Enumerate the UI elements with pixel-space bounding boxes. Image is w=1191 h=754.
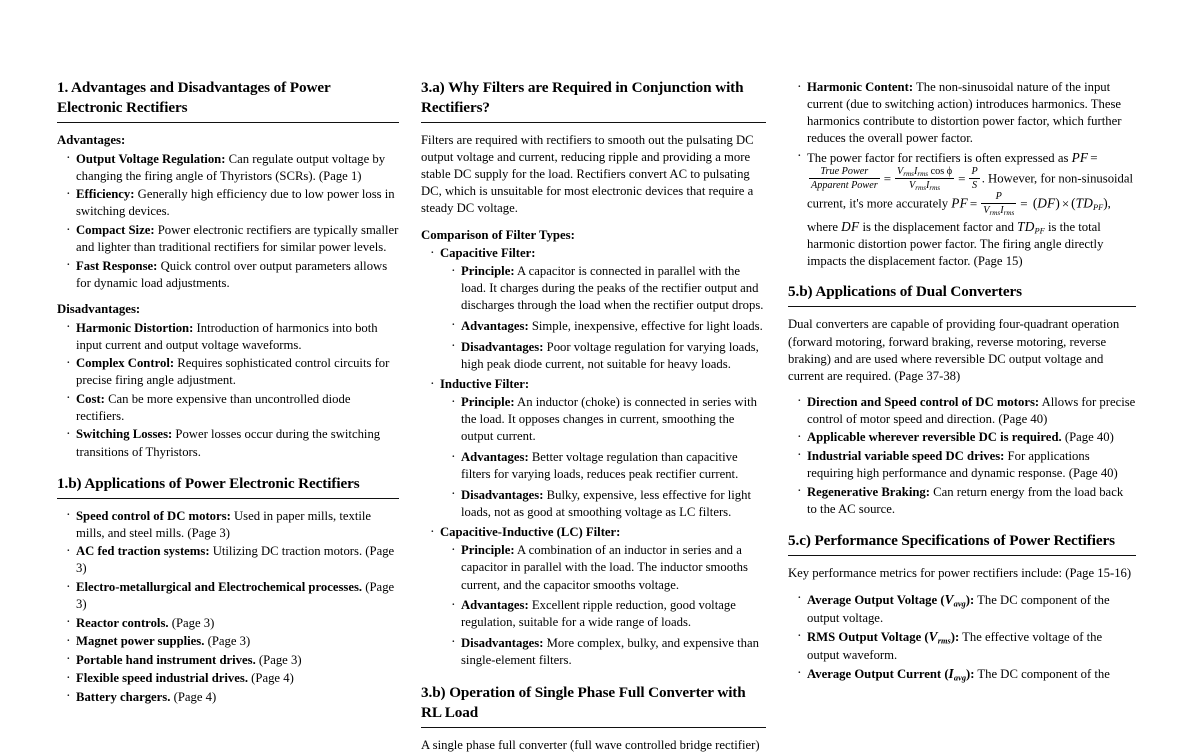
fraction-numerator: True Power: [809, 166, 880, 179]
list-item-text: An inductor (choke) is connected in series with the load. It opposes changes in current, smoothing the output current.: [461, 395, 757, 444]
list-item-text: A capacitor is connected in parallel with the load. It charges during the peaks of the rectifier output and discharges through the load when the rectifier output drops.: [461, 264, 764, 313]
clipped-paragraph: A single phase full converter (full wave controlled bridge rectifier): [421, 738, 760, 753]
list-item-term: Industrial variable speed DC drives:: [807, 448, 1005, 463]
list-item-text: Introduction of harmonics into both input current and output voltage waveforms.: [76, 320, 378, 352]
v-symbol: V: [983, 204, 990, 216]
list-item: [66, 615, 399, 632]
spec-symbol: V: [944, 591, 954, 607]
list-item-text: More complex, bulky, and expensive than single-element filters.: [461, 635, 759, 667]
equals-sign: =: [969, 195, 978, 211]
list-item: [430, 376, 766, 521]
list-item-text: Excellent ripple reduction, good voltage regulation, suitable for a wide range of loads.: [461, 598, 736, 630]
list-item: [430, 524, 766, 669]
list-item-term: Harmonic Distortion:: [76, 320, 194, 335]
list-item-term: Advantages:: [461, 450, 529, 464]
list-item-text: (Page 3): [204, 634, 251, 649]
list-item-term-end: ):: [950, 630, 960, 645]
filter-name: Capacitive-Inductive (LC) Filter:: [440, 525, 621, 540]
list-item-term: Output Voltage Regulation:: [76, 151, 226, 166]
comparison-label: Comparison of Filter Types:: [421, 227, 575, 242]
list-item-text: Simple, inexpensive, effective for light loads.: [528, 318, 763, 333]
list-item-term: Average Output Current (: [807, 667, 949, 682]
list-item-text: Used in paper mills, textile mills, and steel mills. (Page 3): [76, 508, 372, 540]
list-item: [451, 635, 766, 669]
list-item-term: Direction and Speed control of DC motors:: [807, 394, 1040, 409]
fraction-denominator: Apparent Power: [811, 179, 878, 191]
df-symbol: DF: [1037, 195, 1056, 211]
list-item: [797, 628, 1136, 664]
formula-lead-text: The power factor for rectifiers is often expressed as: [807, 150, 1072, 165]
heading-single-phase-full-converter: 3.b) Operation of Single Phase Full Converter with RL Load: [421, 683, 746, 721]
v-subscript: rms: [989, 208, 1001, 217]
list-item-term: Principle:: [461, 264, 515, 279]
filter-name: Capacitive Filter:: [440, 246, 536, 261]
list-item-text: (Page 4): [248, 671, 294, 686]
formula-tail-a: where: [807, 219, 842, 234]
list-item: [66, 151, 399, 185]
v-subscript: rms: [915, 183, 926, 192]
list-item-term: Speed control of DC motors:: [76, 508, 231, 523]
heading-why-filters: 3.a) Why Filters are Required in Conjunction with Rectifiers?: [421, 79, 744, 117]
filter-points-list: [440, 263, 766, 372]
list-item: [797, 484, 1136, 518]
spec-symbol: V: [928, 629, 938, 645]
advantages-label: Advantages:: [57, 133, 126, 148]
list-item-text: A combination of an inductor in series and a capacitor in parallel with the load. The inductor smooths current, and the capacitor smooths voltage.: [461, 543, 748, 592]
power-factor-list: [788, 79, 1136, 270]
list-item-term: AC fed traction systems:: [76, 544, 210, 559]
heading-rule: [421, 727, 766, 728]
tdpf-subscript: PF: [1093, 203, 1104, 213]
i-symbol: I: [913, 165, 918, 177]
list-item-text: Utilizing DC traction motors. (Page 3): [76, 544, 395, 576]
list-item: [451, 263, 766, 314]
list-item: [451, 318, 766, 335]
i-subscript: rms: [1003, 208, 1015, 217]
list-item-text: Can return energy from the load back to the AC source.: [807, 484, 1124, 516]
list-item: [430, 245, 766, 373]
tdpf-symbol: TD: [1075, 195, 1093, 211]
list-item-term: Average Output Voltage (: [807, 592, 945, 607]
fraction-numerator: P: [971, 166, 978, 178]
specifications-list: [788, 591, 1136, 684]
filter-name: Inductive Filter:: [440, 377, 530, 392]
list-item-term-end: ):: [965, 592, 975, 607]
list-item-text: The effective voltage of the output waveform.: [807, 630, 1103, 662]
list-item: [451, 339, 766, 373]
list-item: [66, 633, 399, 650]
list-item-text: For applications requiring high performance and dynamic response. (Page 40): [807, 448, 1118, 481]
list-item: [797, 394, 1136, 428]
list-item-text: The DC component of the: [974, 667, 1110, 682]
spec-subscript: rms: [937, 636, 951, 646]
list-item: [797, 665, 1136, 684]
tdpf-symbol: TD: [1017, 218, 1035, 234]
list-item-text: Requires sophisticated control circuits for precise firing angle adjustment.: [76, 356, 390, 388]
column-1: [57, 78, 399, 704]
fraction-vrms-irms-cos-phi: [895, 166, 954, 192]
list-item-term: Principle:: [461, 395, 515, 410]
disadvantages-list: [57, 320, 399, 461]
filter-points-list: [440, 394, 766, 521]
three-column-layout: [57, 78, 1140, 753]
list-item-text: Allows for precise control of motor speed and direction. (Page 40): [807, 394, 1136, 426]
list-item: [451, 394, 766, 445]
equals-sign: =: [883, 170, 892, 186]
list-item-term: Advantages:: [461, 318, 529, 333]
list-item-term: Harmonic Content:: [807, 80, 914, 94]
list-item-text: The DC component of the output voltage.: [807, 592, 1110, 625]
list-item-term: Magnet power supplies.: [76, 634, 205, 649]
list-item: [66, 391, 399, 425]
list-item-text: Better voltage regulation than capacitive filters for varying loads, reduces peak rectifier current.: [461, 450, 739, 482]
list-item-term: Disadvantages:: [461, 487, 544, 502]
applications-list: [57, 508, 399, 706]
list-item: [451, 487, 766, 521]
heading-rule: [57, 122, 399, 123]
list-item: [66, 426, 399, 460]
fraction-numerator: [895, 166, 954, 179]
list-item-text: Power losses occur during the switching transitions of Thyristors.: [76, 427, 381, 459]
list-item: [451, 597, 766, 631]
i-subscript: rms: [929, 183, 941, 192]
list-item: [66, 320, 399, 354]
list-item: [66, 508, 399, 542]
heading-applications-dual-converters: 5.b) Applications of Dual Converters: [788, 283, 1022, 301]
equals-sign: =: [1020, 195, 1028, 211]
spec-subscript: avg: [953, 599, 966, 609]
fraction-true-over-apparent-power: [809, 166, 880, 191]
list-item-term: Portable hand instrument drives.: [76, 652, 256, 667]
list-item-term: RMS Output Voltage (: [807, 630, 929, 645]
v-subscript: rms: [903, 169, 914, 178]
spec-symbol: I: [948, 666, 954, 682]
list-item-term: Flexible speed industrial drives.: [76, 671, 248, 686]
list-item: [451, 542, 766, 593]
i-symbol: I: [1000, 204, 1004, 216]
list-item-term: Switching Losses:: [76, 427, 173, 442]
list-item-text: (Page 3): [255, 652, 302, 667]
tdpf-subscript: PF: [1034, 225, 1045, 235]
list-item-term: Fast Response:: [76, 258, 158, 273]
disadvantages-label: Disadvantages:: [57, 301, 141, 316]
spec-subscript: avg: [953, 673, 967, 683]
formula-tail-c: is the total harmonic distortion power factor. The firing angle directly impacts the displacement factor. (Page 15): [807, 219, 1104, 269]
fraction-p-over-vrms-irms: [981, 191, 1016, 216]
list-item-text: (Page 3): [76, 580, 395, 612]
list-item-term: Electro-metallurgical and Electrochemical processes.: [76, 580, 363, 594]
list-item-text: Poor voltage regulation for varying loads, high peak diode current, not suitable for heavy loads.: [461, 339, 759, 371]
list-item-text: (Page 4): [170, 689, 217, 704]
list-item-text: Power electronic rectifiers are typically smaller and lighter than traditional rectifiers for similar power levels.: [76, 223, 399, 255]
list-item-term: Disadvantages:: [461, 635, 544, 650]
fraction-numerator: P: [981, 191, 1016, 204]
list-item: [66, 186, 399, 220]
list-item: [66, 579, 399, 613]
list-item-text: Bulky, expensive, less effective for light loads, not as good at smoothing voltage as LC filters.: [461, 487, 752, 519]
fraction-denominator: [981, 204, 1016, 216]
cos-phi: cos ϕ: [930, 165, 953, 177]
heading-rule: [788, 306, 1136, 307]
list-item: [797, 448, 1136, 482]
performance-intro: Key performance metrics for power rectifiers include: (Page 15-16): [788, 565, 1132, 580]
pf-symbol: PF: [951, 195, 968, 211]
formula-tail-b: is the displacement factor and: [859, 219, 1018, 234]
advantages-list: [57, 151, 399, 292]
filter-types-list: [421, 245, 766, 669]
dual-applications-list: [788, 394, 1136, 518]
list-item-term: Principle:: [461, 543, 515, 558]
list-item: [66, 355, 399, 389]
filter-points-list: [440, 542, 766, 669]
heading-rule: [421, 122, 766, 123]
list-item-text: (Page 40): [1061, 430, 1114, 445]
list-item-term: Complex Control:: [76, 356, 175, 371]
list-item: [797, 429, 1136, 446]
list-item-text: Quick control over output parameters allows for dynamic load adjustments.: [76, 258, 388, 290]
v-symbol: V: [897, 165, 904, 177]
list-item-text: The non-sinusoidal nature of the input current (due to switching action) introduces harmonics. These harmonics contribute to distortion power factor, which further reduces the overall power factor.: [807, 80, 1122, 146]
equals-sign: =: [958, 170, 966, 186]
column-3: [788, 78, 1136, 683]
list-item-text: Can be more expensive than uncontrolled diode rectifiers.: [76, 391, 351, 423]
filters-intro-paragraph: Filters are required with rectifiers to smooth out the pulsating DC output voltage and current, reducing ripple and providing a more stable DC supply for the load. Rectifiers convert AC to pulsating DC, which is unsuitable for most electronic devices that require a steady DC voltage.: [421, 133, 754, 216]
list-item-term: Cost:: [76, 391, 105, 406]
list-item: [66, 543, 399, 577]
fraction-denominator: [895, 179, 954, 191]
list-item-term: Compact Size:: [76, 223, 155, 238]
list-item-term: Battery chargers.: [76, 689, 171, 704]
heading-performance-specifications: 5.c) Performance Specifications of Power Rectifiers: [788, 531, 1115, 549]
pf-symbol: PF: [1071, 149, 1089, 165]
list-item: [451, 449, 766, 483]
list-item-term: Efficiency:: [76, 187, 135, 202]
list-item-term: Applicable wherever reversible DC is required.: [807, 430, 1062, 445]
list-item-term: Advantages:: [461, 598, 529, 613]
list-item-text: Generally high efficiency due to low power loss in switching devices.: [76, 187, 395, 219]
fraction-denominator: S: [972, 179, 978, 191]
column-2: [421, 78, 766, 753]
list-item: [66, 652, 399, 669]
list-item-term: Reactor controls.: [76, 615, 169, 630]
equals-sign: =: [1090, 149, 1098, 165]
dual-converters-intro: Dual converters are capable of providing four-quadrant operation (forward motoring, forward braking, reverse motoring, reverse braking) and are used where reversible DC output voltage and current are required. (Page 37-38): [788, 317, 1120, 383]
df-symbol: DF: [841, 218, 860, 234]
list-item: [66, 222, 399, 256]
heading-rule: [57, 498, 399, 499]
i-symbol: I: [925, 179, 930, 191]
v-symbol: V: [909, 179, 916, 191]
formula-mid-text: . However, for non-sinusoidal current, it's more accurately: [807, 171, 1134, 211]
i-subscript: rms: [917, 169, 929, 178]
list-item: [797, 591, 1136, 627]
power-factor-formula-item: · The power factor for rectifiers is often expressed as PF = $\frac{\text{True Power}}{\text{Apparent Power}}$ = $\frac{\text{VrmsIrms cos ϕ}}{\text{VrmsIrms}}$ = $\frac{P}{S}$ . However, for non-sinusoidal current, it's more accurately PF = $\frac{P}{\text{VrmsIrms}}$ = (DF) × (TDPF), where DF is the displacement factor and TDPF is the total harmonic distortion power factor. The firing angle directly impacts the displacement factor. (Page 15): [797, 149, 1136, 271]
list-item-term: Regenerative Braking:: [807, 484, 930, 499]
heading-advantages-disadvantages: 1. Advantages and Disadvantages of Power Electronic Rectifiers: [57, 79, 331, 117]
fraction-p-over-s: [969, 166, 979, 191]
list-item: [66, 258, 399, 292]
list-item-text: Can regulate output voltage by changing the firing angle of Thyristors (SCRs). (Page 1): [76, 151, 386, 183]
list-item-text: (Page 3): [168, 615, 215, 630]
heading-applications-rectifiers: 1.b) Applications of Power Electronic Rectifiers: [57, 474, 360, 492]
heading-rule: [788, 555, 1136, 556]
list-item: [797, 79, 1136, 147]
list-item: [66, 670, 399, 687]
list-item-term: Disadvantages:: [461, 339, 544, 354]
list-item-term-end: ):: [966, 667, 975, 682]
list-item: [66, 689, 399, 706]
